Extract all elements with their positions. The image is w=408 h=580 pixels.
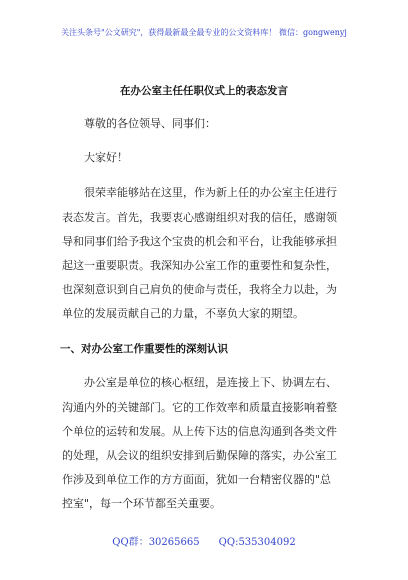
- document-title: 在办公室主任任职仪式上的表态发言: [120, 85, 288, 97]
- greeting: 大家好！: [84, 151, 128, 164]
- paragraph-line: 的处理，从会议的组织安排到后勤保障的落实，办公室工: [62, 449, 337, 462]
- paragraph-line: 起这一重要职责。我深知办公室工作的重要性和复杂性，: [62, 259, 337, 272]
- paragraph-line: 很荣幸能够站在这里，作为新上任的办公室主任进行: [84, 186, 337, 199]
- paragraph-line: 单位的发展贡献自己的力量，不辜负大家的期望。: [62, 307, 304, 320]
- header-banner: 关注头条号"公文研究"，获得最新最全最专业的公文资料库！ 微信：gongwenyj: [61, 28, 347, 37]
- qq-contact-label: QQ:535304092: [218, 537, 296, 548]
- paragraph-line: 控室"，每一个环节都至关重要。: [62, 497, 222, 510]
- section-heading: 一、对办公室工作重要性的深刻认识: [60, 343, 228, 355]
- footer-contact: [0, 533, 408, 548]
- salutation: 尊敬的各位领导、同事们：: [84, 117, 216, 130]
- paragraph-line: 个单位的运转和发展。从上传下达的信息沟通到各类文件: [62, 425, 337, 438]
- paragraph-line: 导和同事们给予我这个宝贵的机会和平台，让我能够承担: [62, 235, 337, 248]
- paragraph-line: 表态发言。首先，我要衷心感谢组织对我的信任，感谢领: [62, 211, 337, 224]
- paragraph-line: 作涉及到单位工作的方方面面，犹如一台精密仪器的"总: [62, 473, 332, 486]
- paragraph-line: 也深刻意识到自己肩负的使命与责任，我将全力以赴，为: [62, 283, 337, 296]
- paragraph-line: 沟通内外的关键部门。它的工作效率和质量直接影响着整: [62, 401, 337, 414]
- paragraph-line: 办公室是单位的核心枢纽，是连接上下、协调左右、: [84, 376, 337, 389]
- qq-group-label: QQ群：30265665: [112, 537, 200, 548]
